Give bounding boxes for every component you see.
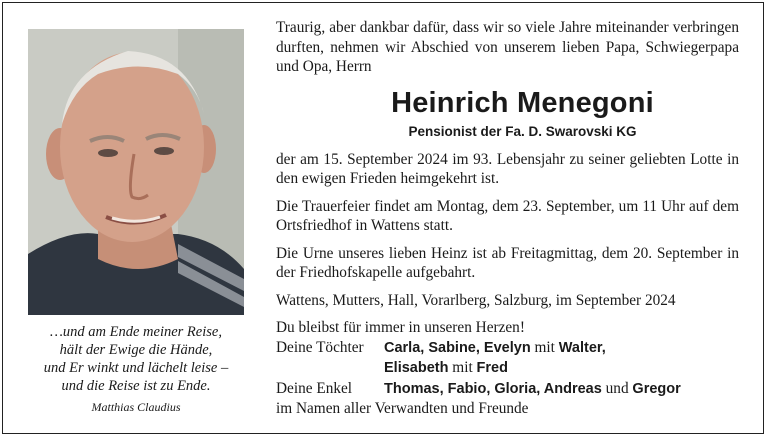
others-line: im Namen aller Verwandten und Freunde [276,400,529,417]
grandchildren-row [276,379,739,400]
grandchildren-names: Thomas, Fabio, Gloria, Andreas [384,380,602,397]
urn-info: Die Urne unseres lieben Heinz ist ab Freitagmittag, dem 20. September in der Friedhofskapelle aufgebahrt. [276,244,739,281]
daughters-names: Carla, Sabine, Evelyn [384,339,531,356]
mit-word: mit [452,359,473,376]
memorial-quote [20,323,252,395]
partner-name: Fred [476,360,508,376]
deceased-occupation: Pensionist der Fa. D. Swarovski KG [408,123,637,139]
deceased-name: Heinrich Menegoni [391,86,654,119]
und-word: und [605,379,629,397]
grandchild-name: Gregor [632,380,681,397]
closing-line: Du bleibst für immer in unseren Herzen! [276,319,525,336]
intro-text: Traurig, aber dankbar dafür, dass wir so viele Jahre miteinander verbringen durften, nehmen wir Abschied von unserem lieben Papa, Schwiegerpapa und Opa, Herrn [276,19,739,75]
quote-author: Matthias Claudius [91,400,181,414]
partner-name: Walter, [558,339,606,356]
places-date: Wattens, Mutters, Hall, Vorarlberg, Salzburg, im September 2024 [276,291,676,309]
daughters-label: Deine Töchter [276,338,364,356]
portrait-illustration [28,29,244,315]
portrait-photo [28,29,244,315]
daughters-row [276,338,739,379]
quote-line: hält der Ewige die Hände, [59,342,213,358]
mit-word: mit [534,338,555,356]
grandchildren-label: Deine Enkel [276,379,353,397]
quote-line: und die Reise ist zu Ende. [61,378,211,394]
quote-line: …und am Ende meiner Reise, [50,324,222,340]
funeral-info: Die Trauerfeier findet am Montag, dem 23. September, um 11 Uhr auf dem Ortsfriedhof in Wattens statt. [276,197,739,234]
death-notice: der am 15. September 2024 im 93. Lebensjahr zu seiner geliebten Lotte in den ewigen Frieden heimgekehrt ist. [276,150,739,187]
quote-line: und Er winkt und lächelt leise – [43,360,229,376]
obituary-text [276,18,739,419]
daughter-name: Elisabeth [384,360,449,376]
